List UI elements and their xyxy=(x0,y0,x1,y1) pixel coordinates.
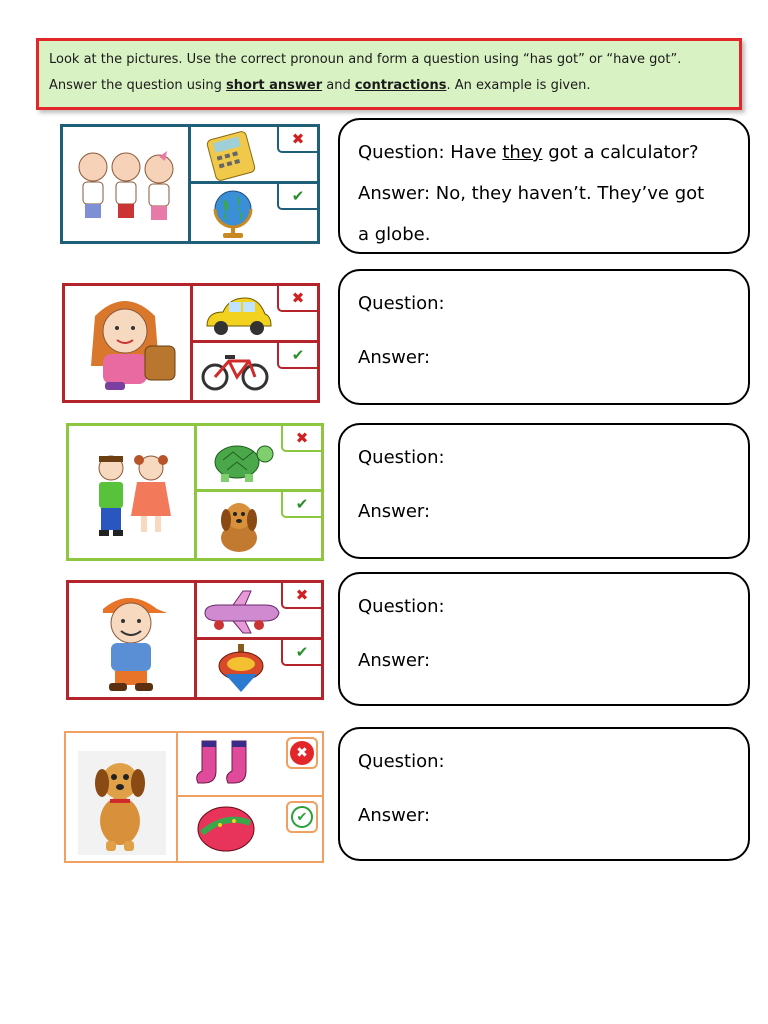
answer-label: Answer: xyxy=(358,805,431,826)
example-answer-line1: Answer: No, they haven’t. They’ve got xyxy=(358,183,705,204)
spinning-top-cell xyxy=(197,640,321,697)
girl-with-bag-image xyxy=(65,286,193,400)
instructions-end: . An example is given. xyxy=(446,78,591,93)
ball-cell xyxy=(178,797,322,861)
wrong-mark-icon: ✖ xyxy=(277,127,317,153)
example-answer-line2: a globe. xyxy=(358,224,431,245)
example-question-prefix: Question: Have xyxy=(358,142,503,163)
right-mark-icon: ✔ xyxy=(281,492,321,518)
answer-label: Answer: xyxy=(358,501,431,522)
socks-cell xyxy=(178,733,322,797)
puppy-image xyxy=(66,733,178,861)
dog-cell xyxy=(197,492,321,558)
question-label: Question: xyxy=(358,596,445,617)
picture-panel-3 xyxy=(66,580,324,700)
boy-with-cap-image xyxy=(69,583,197,697)
turtle-cell xyxy=(197,426,321,492)
example-question-suffix: got a calculator? xyxy=(542,142,699,163)
qa-box-2 xyxy=(338,423,750,559)
picture-panel-1 xyxy=(62,283,320,403)
question-label: Question: xyxy=(358,293,445,314)
wrong-mark-icon: ✖ xyxy=(281,583,321,609)
globe-cell xyxy=(191,184,317,241)
question-label: Question: xyxy=(358,751,445,772)
example-pronoun: they xyxy=(502,142,543,163)
wrong-mark-icon: ✖ xyxy=(277,286,317,312)
qa-box-3 xyxy=(338,572,750,706)
answer-label: Answer: xyxy=(358,347,431,368)
qa-box-4 xyxy=(338,727,750,861)
airplane-cell xyxy=(197,583,321,640)
babies-image xyxy=(63,127,191,241)
contractions-emphasis: contractions xyxy=(354,78,447,93)
picture-panel-4 xyxy=(64,731,324,863)
question-label: Question: xyxy=(358,447,445,468)
right-mark-icon: ✔ xyxy=(277,343,317,369)
qa-box-1 xyxy=(338,269,750,405)
bicycle-cell xyxy=(193,343,317,400)
calculator-cell xyxy=(191,127,317,184)
picture-panel-2 xyxy=(66,423,324,561)
picture-panel-example xyxy=(60,124,320,244)
car-cell xyxy=(193,286,317,343)
right-mark-icon: ✔ xyxy=(281,640,321,666)
short-answer-emphasis: short answer xyxy=(226,78,323,93)
instructions-and: and xyxy=(322,78,355,93)
qa-box-example xyxy=(338,118,750,254)
instructions-box xyxy=(36,38,742,110)
wrong-mark-icon: ✖ xyxy=(286,737,318,769)
instructions-text: Look at the pictures. Use the correct pronoun and form a question using “has got” or “have got”. Answer the question using xyxy=(49,52,682,93)
example-question xyxy=(358,132,730,173)
boy-and-girl-image xyxy=(69,426,197,558)
answer-label: Answer: xyxy=(358,650,431,671)
wrong-mark-icon: ✖ xyxy=(281,426,321,452)
right-mark-icon: ✔ xyxy=(286,801,318,833)
right-mark-icon: ✔ xyxy=(277,184,317,210)
